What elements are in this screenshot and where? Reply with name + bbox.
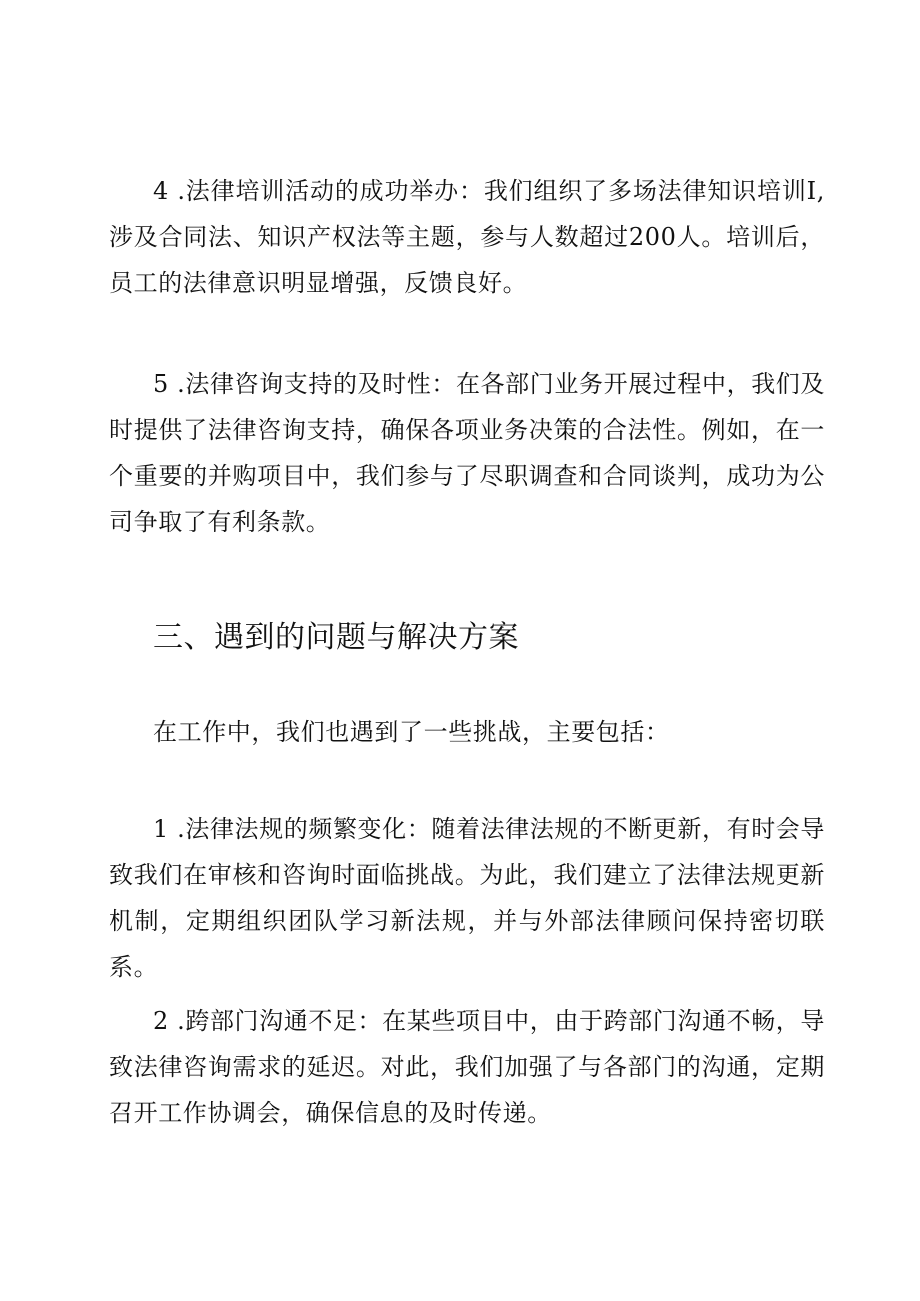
paragraph-item-4 bbox=[109, 168, 825, 306]
paragraph-text: .跨部门沟通不足：在某些项目中，由于跨部门沟通不畅，导致法律咨询需求的延迟。对此，我们加强了与各部门的沟通，定期召开工作协调会，确保信息的及时传递。 bbox=[109, 1007, 825, 1127]
paragraph-number: 5 bbox=[153, 370, 169, 398]
paragraph-item-2 bbox=[109, 998, 825, 1136]
paragraph-item-1 bbox=[109, 806, 825, 990]
paragraph-text: .法律咨询支持的及时性：在各部门业务开展过程中，我们及时提供了法律咨询支持，确保各项业务决策的合法性。例如，在一个重要的并购项目中，我们参与了尽职调查和合同谈判，成功为公司争取了有利条款。 bbox=[109, 370, 825, 536]
paragraph-number: 2 bbox=[153, 1007, 169, 1035]
section-heading: 三、遇到的问题与解决方案 bbox=[153, 620, 519, 655]
paragraph-number: 4 bbox=[153, 177, 169, 205]
paragraph-text: .法律培训活动的成功举办：我们组织了多场法律知识培训I,涉及合同法、知识产权法等主题，参与人数超过200人。培训后，员工的法律意识明显增强，反馈良好。 bbox=[109, 177, 825, 297]
paragraph-number: 1 bbox=[153, 815, 169, 843]
intro-paragraph: 在工作中，我们也遇到了一些挑战，主要包括： bbox=[153, 718, 670, 746]
paragraph-text: .法律法规的频繁变化：随着法律法规的不断更新，有时会导致我们在审核和咨询时面临挑战。为此，我们建立了法律法规更新机制，定期组织团队学习新法规，并与外部法律顾问保持密切联系。 bbox=[109, 815, 825, 981]
paragraph-item-5 bbox=[109, 361, 825, 545]
